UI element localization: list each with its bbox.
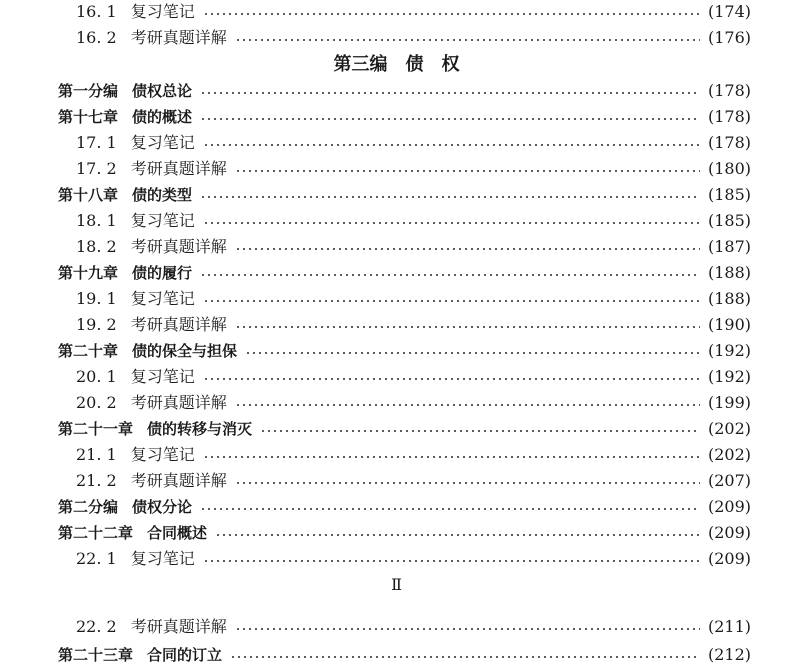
entry-title: 复习笔记 xyxy=(130,445,195,464)
entry-number: 第二十三章 xyxy=(58,646,134,664)
dot-leader xyxy=(215,533,700,537)
entry-page-number: (192) xyxy=(707,367,751,386)
entry-number: 第二十章 xyxy=(58,342,119,360)
entry-number: 22. 1 xyxy=(76,549,117,568)
toc-section-row xyxy=(0,234,793,260)
entry-number: 第一分编 xyxy=(58,82,119,100)
entry-title: 考研真题详解 xyxy=(130,617,227,636)
entry-title: 合同的订立 xyxy=(147,646,223,664)
entry-number: 16. 1 xyxy=(76,2,117,21)
entry-page-number: (192) xyxy=(707,341,751,360)
dot-leader xyxy=(235,325,700,329)
dot-leader xyxy=(235,169,700,173)
entry-page-number: (185) xyxy=(707,211,751,230)
toc-section-row xyxy=(0,286,793,312)
toc-section-row xyxy=(0,208,793,234)
entry-page-number: (187) xyxy=(707,237,751,256)
entry-number: 20. 2 xyxy=(76,393,117,412)
entry-page-number: (178) xyxy=(707,133,751,152)
entry-title: 债的概述 xyxy=(132,108,193,126)
entry-page-number: (209) xyxy=(707,523,751,542)
toc-section-row xyxy=(0,364,793,390)
entry-number: 第十九章 xyxy=(58,264,119,282)
entry-number: 19. 2 xyxy=(76,315,117,334)
dot-leader xyxy=(235,627,700,631)
dot-leader xyxy=(230,655,700,659)
toc-chapter-row xyxy=(0,416,793,442)
entry-title: 考研真题详解 xyxy=(130,315,227,334)
entry-number: 18. 2 xyxy=(76,237,117,256)
toc-chapter-row xyxy=(0,494,793,520)
dot-leader xyxy=(203,143,700,147)
toc-section-row xyxy=(0,468,793,494)
entry-title: 考研真题详解 xyxy=(130,237,227,256)
entry-number: 第二十二章 xyxy=(58,524,134,542)
dot-leader xyxy=(235,247,700,251)
entry-number: 17. 2 xyxy=(76,159,117,178)
entry-title: 债的类型 xyxy=(132,186,193,204)
dot-leader xyxy=(235,38,700,42)
dot-leader xyxy=(200,117,700,121)
toc-section-row xyxy=(0,546,793,572)
toc-section-row xyxy=(0,442,793,468)
dot-leader xyxy=(235,403,700,407)
entry-title: 复习笔记 xyxy=(130,211,195,230)
entry-number: 16. 2 xyxy=(76,28,117,47)
entry-page-number: (202) xyxy=(707,445,751,464)
entry-page-number: (202) xyxy=(707,419,751,438)
entry-title: 考研真题详解 xyxy=(130,159,227,178)
entry-number: 19. 1 xyxy=(76,289,117,308)
entry-title: 债权总论 xyxy=(132,82,193,100)
entry-page-number: (207) xyxy=(707,471,751,490)
dot-leader xyxy=(200,91,700,95)
dot-leader xyxy=(203,377,700,381)
entry-page-number: (190) xyxy=(707,315,751,334)
entry-title: 债权分论 xyxy=(132,498,193,516)
entry-title: 合同概述 xyxy=(147,524,208,542)
entry-page-number: (180) xyxy=(707,159,751,178)
entry-number: 第十七章 xyxy=(58,108,119,126)
entry-title: 债的转移与消灭 xyxy=(147,420,253,438)
entry-page-number: (176) xyxy=(707,28,751,47)
entry-page-number: (178) xyxy=(707,107,751,126)
toc-section-row xyxy=(0,130,793,156)
toc-section-row xyxy=(0,25,793,51)
entry-title: 考研真题详解 xyxy=(130,393,227,412)
entry-page-number: (178) xyxy=(707,81,751,100)
entry-page-number: (188) xyxy=(707,289,751,308)
entry-title: 复习笔记 xyxy=(130,133,195,152)
toc-chapter-row xyxy=(0,642,793,668)
entry-title: 复习笔记 xyxy=(130,367,195,386)
entry-number: 21. 2 xyxy=(76,471,117,490)
entry-page-number: (199) xyxy=(707,393,751,412)
entry-page-number: (209) xyxy=(707,497,751,516)
entry-title: 复习笔记 xyxy=(130,2,195,21)
entry-number: 21. 1 xyxy=(76,445,117,464)
part-heading: 第三编 债 权 xyxy=(333,54,460,75)
toc-chapter-row xyxy=(0,520,793,546)
toc-chapter-row xyxy=(0,104,793,130)
entry-page-number: (188) xyxy=(707,263,751,282)
entry-page-number: (211) xyxy=(707,617,751,636)
entry-page-number: (174) xyxy=(707,2,751,21)
toc-chapter-row xyxy=(0,182,793,208)
page-marker: Ⅱ xyxy=(391,575,402,594)
toc-section-row xyxy=(0,390,793,416)
entry-number: 第二十一章 xyxy=(58,420,134,438)
entry-number: 第二分编 xyxy=(58,498,119,516)
entry-number: 22. 2 xyxy=(76,617,117,636)
toc-chapter-row xyxy=(0,338,793,364)
dot-leader xyxy=(203,455,700,459)
entry-title: 考研真题详解 xyxy=(130,28,227,47)
dot-leader xyxy=(260,429,700,433)
entry-page-number: (185) xyxy=(707,185,751,204)
toc-section-row xyxy=(0,0,793,25)
entry-page-number: (212) xyxy=(707,645,751,664)
entry-title: 债的保全与担保 xyxy=(132,342,238,360)
dot-leader xyxy=(245,351,700,355)
entry-page-number: (209) xyxy=(707,549,751,568)
dot-leader xyxy=(203,221,700,225)
entry-number: 第十八章 xyxy=(58,186,119,204)
toc-section-row xyxy=(0,614,793,640)
entry-number: 18. 1 xyxy=(76,211,117,230)
toc-clipped-entry xyxy=(0,640,793,664)
entry-title: 复习笔记 xyxy=(130,289,195,308)
dot-leader xyxy=(200,273,700,277)
dot-leader xyxy=(200,195,700,199)
dot-leader xyxy=(203,559,700,563)
toc-chapter-row xyxy=(0,78,793,104)
entry-number: 20. 1 xyxy=(76,367,117,386)
toc-section-row xyxy=(0,312,793,338)
entry-number: 17. 1 xyxy=(76,133,117,152)
entry-title: 考研真题详解 xyxy=(130,471,227,490)
dot-leader xyxy=(203,12,700,16)
dot-leader xyxy=(235,481,700,485)
toc-chapter-row xyxy=(0,260,793,286)
entry-title: 复习笔记 xyxy=(130,549,195,568)
toc-section-row xyxy=(0,156,793,182)
dot-leader xyxy=(203,299,700,303)
dot-leader xyxy=(200,507,700,511)
entry-title: 债的履行 xyxy=(132,264,193,282)
